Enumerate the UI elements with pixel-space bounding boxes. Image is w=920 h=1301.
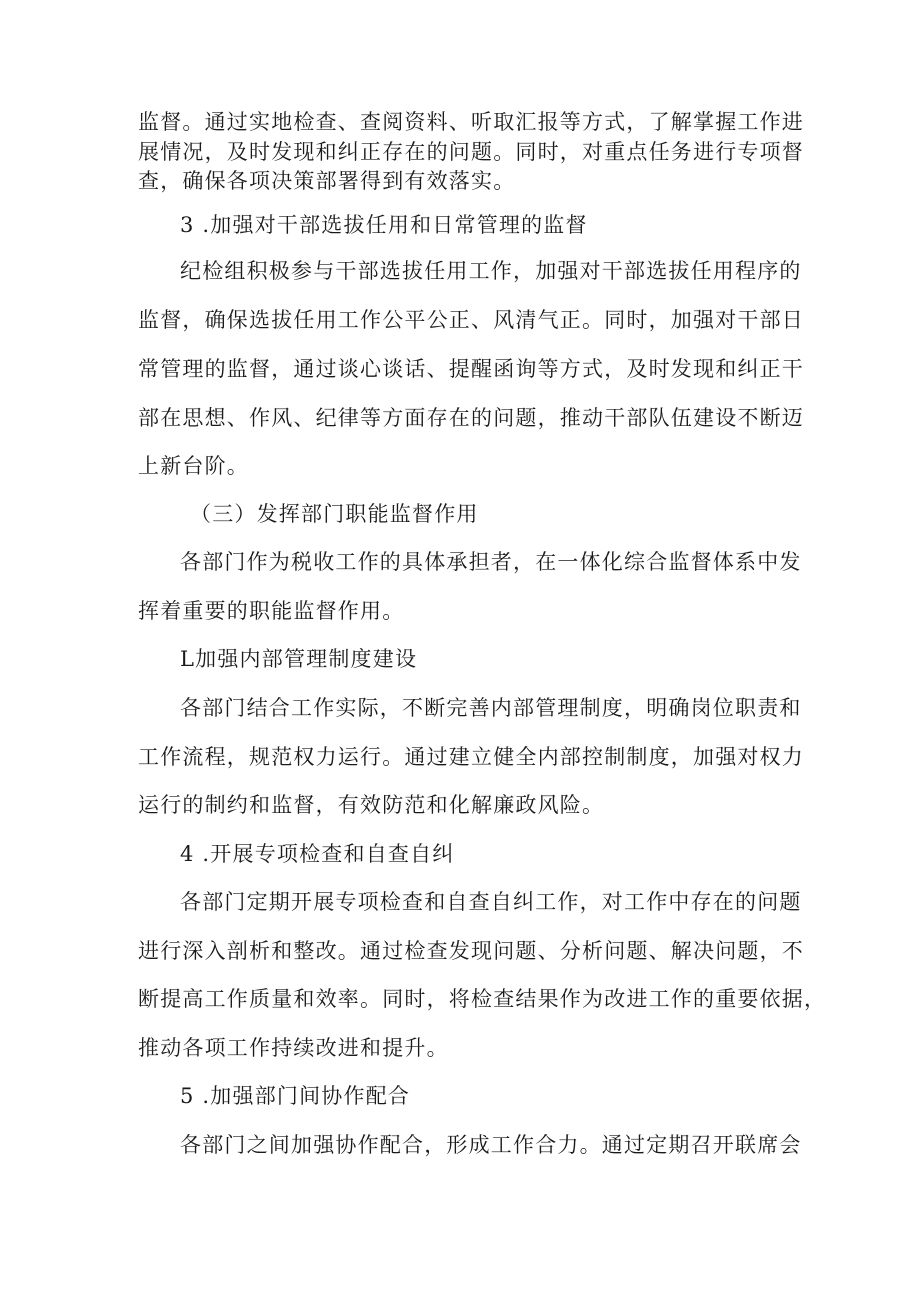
paragraph-line: 查，确保各项决策部署得到有效落实。 <box>138 169 516 193</box>
section-heading: 4 .开展专项检查和自查自纠 <box>180 842 455 866</box>
paragraph-line: 各部门定期开展专项检查和自查自纠工作，对工作中存在的问题 <box>180 890 802 914</box>
paragraph-line: 上新台阶。 <box>138 454 249 478</box>
paragraph-line: 工作流程，规范权力运行。通过建立健全内部控制制度，加强对权力 <box>138 745 804 769</box>
paragraph-line: 挥着重要的职能监督作用。 <box>138 599 405 623</box>
paragraph-line: 监督。通过实地检查、查阅资料、听取汇报等方式，了解掌握工作进 <box>138 110 804 134</box>
paragraph-line: 常管理的监督，通过谈心谈话、提醒函询等方式，及时发现和纠正干 <box>138 357 804 381</box>
paragraph-line: 部在思想、作风、纪律等方面存在的问题，推动干部队伍建设不断迈 <box>138 406 804 430</box>
paragraph-line: 推动各项工作持续改进和提升。 <box>138 1036 449 1060</box>
paragraph-line: 各部门结合工作实际，不断完善内部管理制度，明确岗位职责和 <box>180 696 802 720</box>
paragraph-line: 运行的制约和监督，有效防范和化解廉政风险。 <box>138 793 605 817</box>
paragraph-line: 进行深入剖析和整改。通过检查发现问题、分析问题、解决问题，不 <box>138 939 804 963</box>
paragraph-line: 展情况，及时发现和纠正存在的问题。同时，对重点任务进行专项督 <box>138 140 804 164</box>
paragraph-line: 纪检组积极参与干部选拔任用工作，加强对干部选拔任用程序的 <box>180 259 802 283</box>
paragraph-line: 断提高工作质量和效率。同时，将检查结果作为改进工作的重要依据， <box>138 987 827 1011</box>
section-heading: （三）发挥部门职能监督作用 <box>190 502 479 526</box>
paragraph-line: 监督，确保选拔任用工作公平公正、风清气正。同时，加强对干部日 <box>138 308 804 332</box>
paragraph-line: 各部门之间加强协作配合，形成工作合力。通过定期召开联席会 <box>180 1133 802 1157</box>
paragraph-line: 各部门作为税收工作的具体承担者，在一体化综合监督体系中发 <box>180 550 802 574</box>
section-heading: L加强内部管理制度建设 <box>180 647 418 671</box>
section-heading: 5 .加强部门间协作配合 <box>180 1084 411 1108</box>
section-heading: 3 .加强对干部选拔任用和日常管理的监督 <box>180 213 588 237</box>
